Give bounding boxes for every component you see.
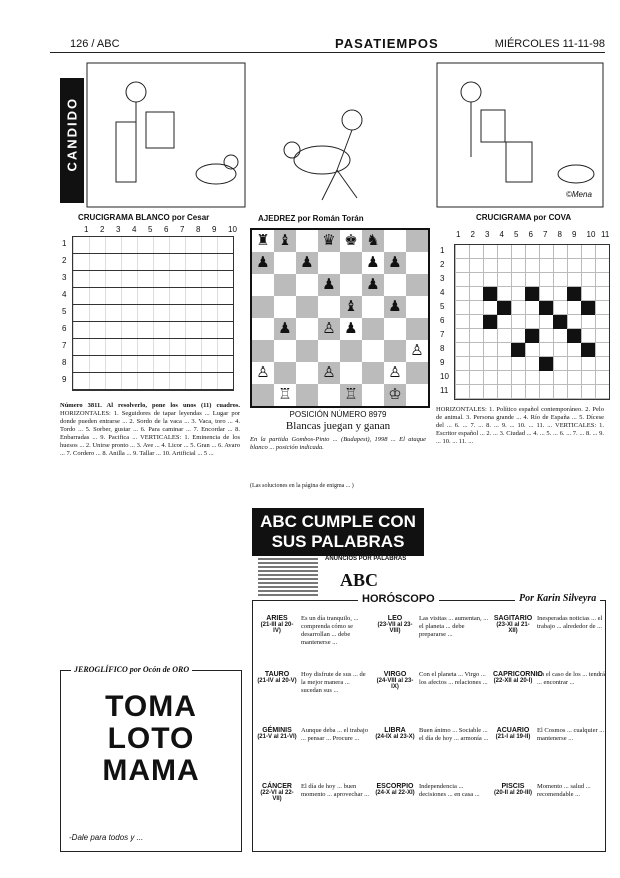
black-cell [567,287,581,301]
row-number: 2 [62,256,67,265]
horoscope-sign [257,783,297,802]
sign-name: LIBRA [384,727,406,734]
black-cell [525,287,539,301]
chess-square [252,296,274,318]
promo-sub: ANUNCIOS POR PALABRAS [325,556,407,562]
col-number: 6 [528,230,533,239]
col-number: 3 [116,225,121,234]
chess-square: ♞ [362,230,384,252]
chess-square: ♟ [362,274,384,296]
black-cell [581,343,595,357]
black-cell [497,301,511,315]
sign-dates: (24-X al 22-XI) [375,790,415,796]
chess-square: ♙ [318,318,340,340]
sign-text: Independencia ... decisiones ... en casa ... [419,783,480,798]
black-cell [539,301,553,315]
col-number: 6 [164,225,169,234]
row-number: 8 [440,344,445,353]
chess-square [362,318,384,340]
sign-dates: (24-IX al 23-X) [375,734,415,740]
col-number: 5 [514,230,519,239]
sign-dates: (24-VIII al 23-IX) [376,678,414,690]
cartoon-panel-3 [436,62,604,208]
horoscope-sign [257,615,297,634]
sign-text: Las visitas ... aumentan, ... el planeta ... debe prepararse ... [419,615,489,638]
col-number: 1 [84,225,89,234]
chess-square [384,340,406,362]
horoscope-sign [493,671,543,684]
promo-logo: ABC [340,570,379,590]
col-number: 4 [499,230,504,239]
chess-square [318,252,340,274]
chess-square [384,318,406,340]
sign-name: LEO [387,615,403,622]
row-number: 11 [440,386,449,395]
chess-text: En la partida Gombos-Pinto ... (Budapest), 1998 ... El ataque blanco ... posición indicada. [250,436,426,451]
hieroglyph-line-3: MAMA [102,754,200,787]
horoscope-sign [493,615,533,634]
sign-dates: (21-IV al 20-V) [257,678,297,684]
col-number: 2 [100,225,105,234]
black-cell [483,287,497,301]
crossword-columns [456,230,616,240]
chess-square [340,274,362,296]
chess-square [362,296,384,318]
horoscope-sign [375,783,415,796]
chess-square: ♙ [252,362,274,384]
chess-square [296,296,318,318]
chess-square [318,384,340,406]
chess-square [384,230,406,252]
sign-text: Aunque deba ... el trabajo ... pensar ... Procure ... [301,727,368,742]
chess-square: ♔ [384,384,406,406]
sign-name: PISCIS [501,783,525,790]
chess-square: ♟ [362,252,384,274]
horoscope-sign [375,615,415,634]
chess-square: ♟ [252,252,274,274]
chess-square: ♛ [318,230,340,252]
page-date: MIÉRCOLES 11-11-98 [494,38,605,50]
crossword-clues: HORIZONTALES: 1. Político español contemporáneo. 2. Pelo de animal. 3. Persona grande ... 4. Río de España ... 5. Dícese del ... 6. ... 7. ... 8. ... 9. ... 10. ... 11. ... VERTICALES: 1. Escritor español ... 2. ... 3. Ciudad ... 4. ... 5. ... 6. ... 7. ... 8. ... 9. ... 10. ... 11. ... [436,406,604,445]
chess-square [274,362,296,384]
chess-square [362,340,384,362]
cartoon-signature: ©Mena [566,190,592,199]
promo-banner [252,508,424,556]
sign-name: ARIES [266,615,288,622]
chess-square: ♙ [406,340,428,362]
chess-square [318,340,340,362]
chess-square [252,384,274,406]
chess-square [362,384,384,406]
col-number: 3 [485,230,490,239]
sign-name: CAPRICORNIO [493,671,543,678]
col-number: 8 [196,225,201,234]
chess-square [340,362,362,384]
chess-square: ♟ [384,252,406,274]
sign-text: Inesperadas noticias ... el trabajo ... alrededor de ... [537,615,603,630]
row-number: 4 [62,290,67,299]
chess-square: ♟ [296,252,318,274]
row-number: 8 [62,358,67,367]
chess-square: ♙ [384,362,406,384]
sign-text: Es un día tranquilo, ... comprenda cómo se desarrollan ... debe mantenerse ... [301,615,359,646]
chess-square [406,252,428,274]
chess-square: ♝ [340,296,362,318]
sign-text: El día de hoy ... buen momento ... aprovechar ... [301,783,370,798]
chess-square [252,274,274,296]
chess-square [274,274,296,296]
chess-square: ♖ [274,384,296,406]
sign-text: Con el planeta ... Virgo ... los afectos ... relaciones ... [419,671,488,686]
row-number: 6 [62,324,67,333]
chess-square [252,318,274,340]
hieroglyph-question: -Dale para todos y ... [69,833,144,842]
promo-newspaper-image [258,556,318,596]
cartoon-panel-1 [86,62,246,208]
sign-text: En el caso de los ... tendrá ... encontrar ... [537,671,606,686]
sign-dates: (22-VI al 22-VII) [260,790,294,802]
chess-square: ♜ [252,230,274,252]
chess-square [296,318,318,340]
page-header [50,36,605,53]
crossword-blank-grid [62,236,238,396]
black-cell [581,301,595,315]
chess-square [274,296,296,318]
row-number: 7 [440,330,445,339]
col-number: 9 [572,230,577,239]
chess-position: POSICIÓN NÚMERO 8979 [289,410,387,419]
chess-square [274,252,296,274]
chess-square [406,384,428,406]
sign-name: VIRGO [383,671,407,678]
row-number: 9 [440,358,445,367]
col-number: 11 [601,230,610,239]
chess-square: ♙ [318,362,340,384]
chess-square [384,274,406,296]
chess-square [406,362,428,384]
chess-square [340,252,362,274]
section-title: PASATIEMPOS [335,36,439,51]
col-number: 1 [456,230,461,239]
sign-text: El Cosmos ... cualquier ... mantenerse ... [537,727,605,742]
row-number: 1 [62,239,67,248]
crossword-blank-clues [60,402,240,662]
crossword-cells [454,244,610,400]
promo-line-2: SUS PALABRAS [271,532,405,551]
col-number: 4 [132,225,137,234]
sign-name: ACUARIO [496,727,530,734]
sign-dates: (23-VII al 23-VIII) [377,622,413,634]
row-number: 5 [62,307,67,316]
col-number: 9 [212,225,217,234]
chess-square [406,274,428,296]
sign-name: ESCORPIO [376,783,414,790]
chess-square: ♝ [274,230,296,252]
col-number: 2 [470,230,475,239]
cartoon-panel-2 [262,90,402,208]
chess-square: ♟ [274,318,296,340]
row-number: 5 [440,302,445,311]
horoscope-sign [257,727,297,740]
chess-square [296,362,318,384]
black-cell [511,343,525,357]
chess-square [296,384,318,406]
black-cell [539,357,553,371]
col-number: 10 [228,225,237,234]
row-number: 3 [440,274,445,283]
horoscope-sign [375,671,415,690]
chess-title: AJEDREZ por Román Torán [258,214,364,223]
hieroglyph-line-2: LOTO [107,722,195,755]
candido-label: CANDIDO [60,78,84,203]
chess-square [318,296,340,318]
horoscope-title: HORÓSCOPO [358,593,439,605]
horoscope-sign [375,727,415,740]
row-number: 10 [440,372,449,381]
hieroglyph-box [60,665,242,852]
crossword-grid [440,244,608,400]
sign-dates: (22-XII al 20-I) [493,678,533,684]
chess-footer: (Las soluciones en la página de enigma ... ) [250,483,354,489]
chess-square [362,362,384,384]
crossword-blank-title: CRUCIGRAMA BLANCO por Cesar [78,213,210,222]
row-number: 9 [62,375,67,384]
row-number: 2 [440,260,445,269]
chess-square [406,230,428,252]
chess-square: ♚ [340,230,362,252]
sign-dates: (21-I al 19-II) [495,734,531,740]
crossword-blank-cells [72,236,234,391]
crossword-title: CRUCIGRAMA por COVA [476,213,572,222]
sign-dates: (21-V al 21-VI) [257,734,297,740]
sign-text: Momento ... salud ... recomendable ... [537,783,591,798]
horoscope-author: Por Karin Silveyra [515,593,600,604]
sign-dates: (23-XI al 21-XII) [496,622,530,634]
sign-dates: (20-II al 20-III) [493,790,532,796]
black-cell [553,315,567,329]
row-number: 7 [62,341,67,350]
hieroglyph-words [61,691,241,787]
row-number: 6 [440,316,445,325]
col-number: 8 [557,230,562,239]
sign-dates: (21-III al 20-IV) [260,622,294,634]
crossword-blank-text: HORIZONTALES: 1. Seguidores de tapar leyendas ... Lugar por donde pueden entrarse ... 2. Sordo de la vaca ... 3. Vaca, toro ... 4. Tordo ... 5. Sorber, gustar ... 6. Para caminar ... 7. Encordar ... 8. Enbarradas ... 9. Pacifica ... VERTICALES: 1. Eminencia de los huesos ... 2. Unirse pronto ... 3. Ave ... 4. Licor ... 5. Gran ... 6. Avaro ... 7. Cordero ... 8. Anilla ... 9. Tallar ... 10. Artificial ... 5 ... [60,410,240,457]
chess-task: Blancas juegan y ganan [285,420,391,432]
sign-name: SAGITARIO [493,615,533,622]
chess-square [406,318,428,340]
chess-board [250,228,430,408]
col-number: 10 [586,230,596,239]
col-number: 7 [543,230,548,239]
page-number: 126 / ABC [70,38,120,50]
sign-text: Hoy disfrute de sus ... de la mejor manera ... sucedan sus ... [301,671,366,694]
col-number: 7 [180,225,185,234]
promo-line-1: ABC CUMPLE CON [260,512,416,531]
sign-name: TAURO [264,671,290,678]
sign-name: CÁNCER [262,783,292,790]
crossword-blank-columns [78,225,238,235]
hieroglyph-line-1: TOMA [105,690,197,723]
chess-square [406,296,428,318]
row-number: 4 [440,288,445,297]
sign-name: GÉMINIS [262,727,292,734]
chess-square [296,230,318,252]
horoscope-sign [493,783,533,796]
black-cell [567,329,581,343]
black-cell [483,315,497,329]
chess-square [340,340,362,362]
horoscope-sign [257,671,297,684]
sign-text: Buen ánimo ... Sociable ... el día de hoy ... armonía ... [419,727,489,742]
horoscope-box [252,593,606,852]
horoscope-sign [493,727,533,740]
crossword-blank-note: Número 3811. Al resolverlo, pone los unos (11) cuadros. [60,402,240,409]
chess-square [252,340,274,362]
row-number: 1 [440,246,445,255]
chess-square: ♟ [318,274,340,296]
hieroglyph-title: JEROGLÍFICO por Ocón de ORO [71,665,192,674]
chess-square [296,274,318,296]
col-number: 5 [148,225,153,234]
chess-square: ♟ [340,318,362,340]
chess-square: ♟ [384,296,406,318]
black-cell [525,329,539,343]
chess-square [296,340,318,362]
chess-square [274,340,296,362]
chess-square: ♖ [340,384,362,406]
row-number: 3 [62,273,67,282]
